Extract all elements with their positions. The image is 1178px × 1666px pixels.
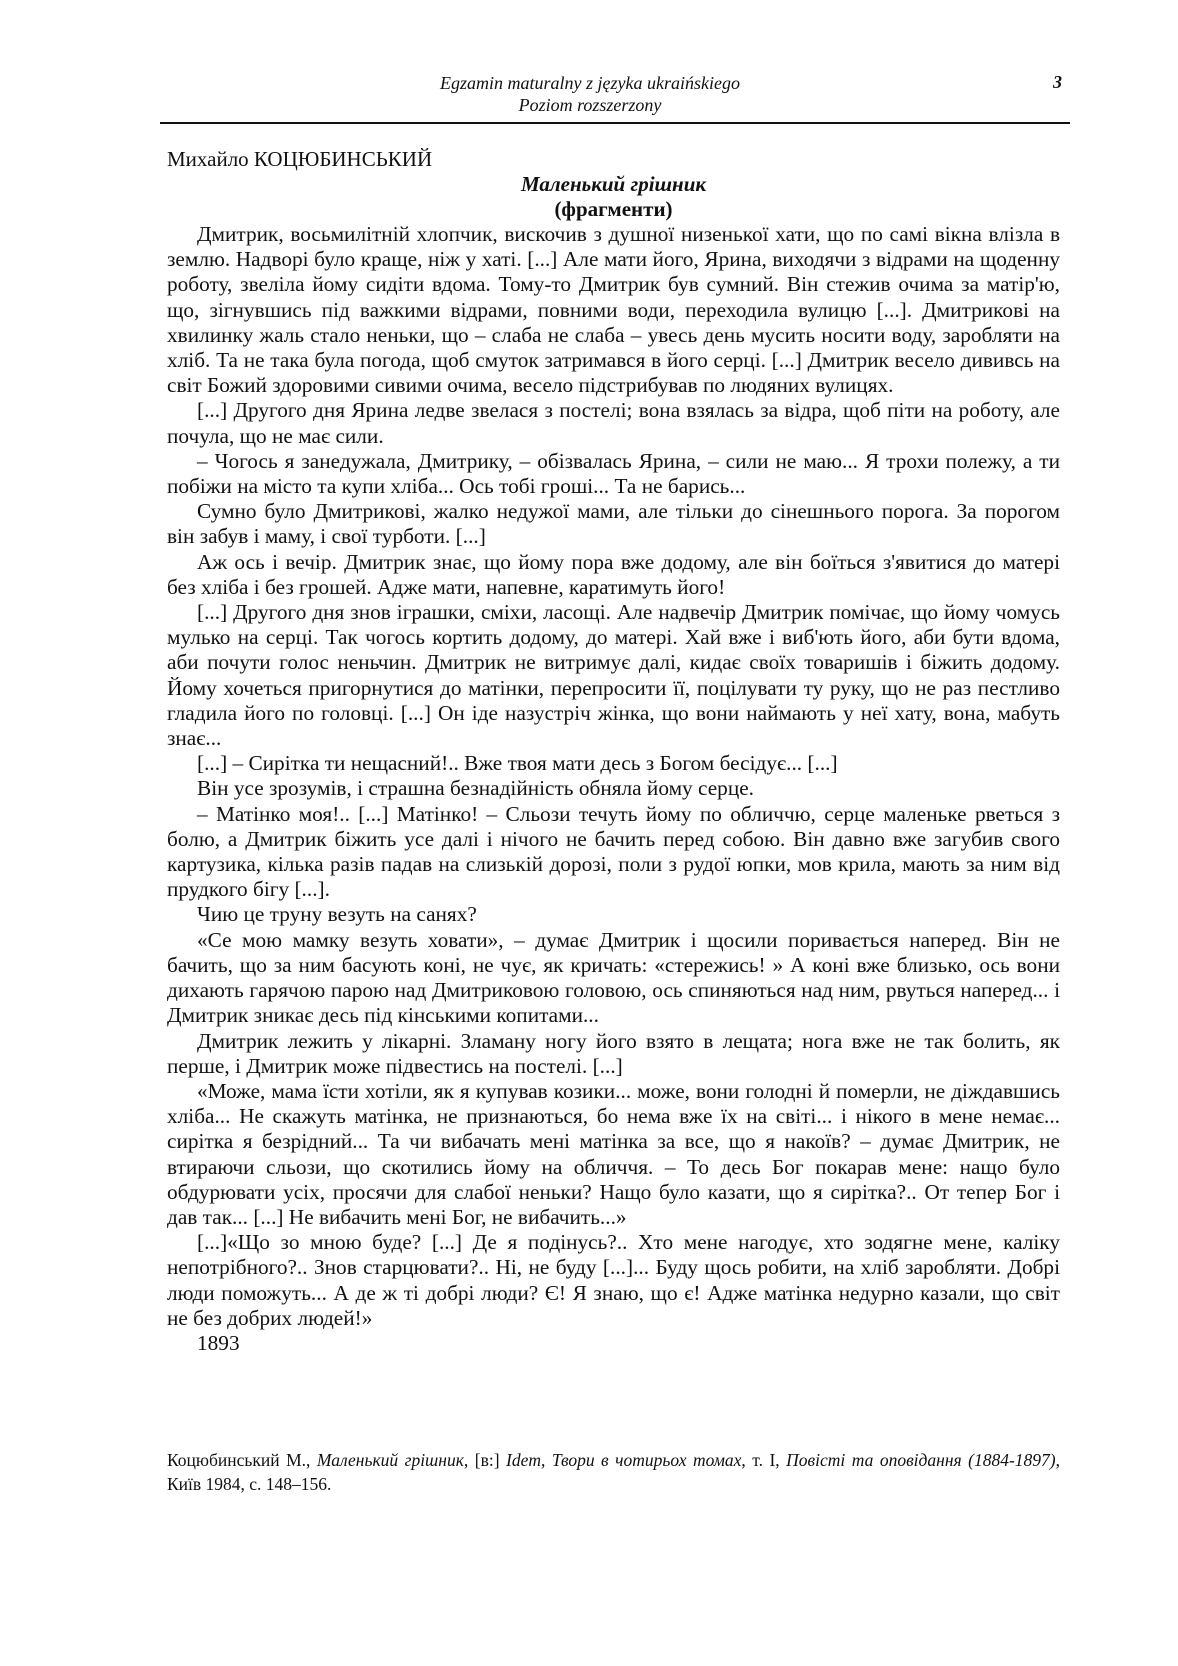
page-number: 3 [1053, 72, 1062, 92]
page-header [160, 70, 1070, 124]
header-level: Poziom rozszerzony [518, 95, 662, 115]
citation-author: Коцюбинський М., [167, 1450, 317, 1470]
citation-volume-title: Повісті та оповідання (1884-1897) [786, 1450, 1056, 1470]
paragraph: Дмитрик лежить у лікарні. Зламану ногу його взято в лещата; нога вже не так болить, як перше, і Дмитрик може підвестись на постелі. [...] [167, 1028, 1060, 1078]
paragraph: [...] Другого дня Ярина ледве звелася з постелі; вона взялась за відра, щоб піти на роботу, але почула, що не має сили. [167, 398, 1060, 448]
work-title: Маленький грішник [520, 172, 707, 196]
paragraph: [...] – Сирітка ти нещасний!.. Вже твоя мати десь з Богом бесідує... [...] [197, 751, 838, 776]
paragraph: Дмитрик, восьмилітній хлопчик, вискочив з душної низенької хати, що по самі вікна влізла в землю. Надворі було краще, ніж у хаті. [...] Але мати його, Ярина, виходячи з відрами на щоденну роботу, звеліла йому сидіти вдома. Тому-то Дмитрик був сумний. Він стежив очима за матір'ю, що, зігнувшись під важкими відрами, повними води, переходила вулицю [...]. Дмитрикові на хвилинку жаль стало неньки, що – слаба не слаба – увесь день мусить носити воду, заробляти на хліб. Та не така була погода, щоб смуток затримався в його серці. [...] Дмитрик весело дививсь на світ Божий здоровими сивими очима, весело підстрибував по людяних вулицях. [167, 222, 1060, 398]
source-citation [167, 1448, 1060, 1496]
paragraph: [...]«Що зо мною буде? [...] Де я подінусь?.. Хто мене нагодує, хто зодягне мене, каліку непотрібного?.. Знов старцювати?.. Ні, не буду [...]... Буду щось робити, на хліб заробляти. Добрі люди поможуть... А де ж ті добрі люди? Є! Я знаю, що є! Адже матінка недурно казали, що світ не без добрих людей!» [167, 1230, 1060, 1330]
paragraph: Сумно було Дмитрикові, жалко недужої мами, але тільки до сінешнього порога. За порогом він забув і маму, і свої турботи. [...] [167, 499, 1060, 549]
paragraph: Він усе зрозумів, і страшна безнадійність обняла йому серце. [197, 776, 755, 801]
citation-publication: , Київ 1984, с. 148–156. [167, 1450, 1060, 1494]
year: 1893 [197, 1330, 240, 1355]
citation-idem: Idem [506, 1450, 541, 1470]
citation-work-title: Маленький грішник [316, 1450, 464, 1470]
citation-text: , [в:] [463, 1450, 507, 1470]
citation-text: , [541, 1450, 552, 1470]
paragraph: – Матінко моя!.. [...] Матінко! – Сльози течуть йому по обличчю, серце маленьке рветься з болю, а Дмитрик біжить усе далі і нічого не бачить перед собою. Він давно вже загубив свого картузика, кілька разів падав на слизькій дорозі, поли з рудої юпки, мов крила, мають за ним від прудкого бігу [...]. [167, 801, 1060, 902]
text-body [167, 222, 1060, 1356]
paragraph: – Чогось я занедужала, Дмитрику, – обізвалась Ярина, – сили не маю... Я трохи полежу, а ти побіжи на місто та купи хліба... Ось тобі гроші... Та не барись... [167, 448, 1060, 499]
paragraph: «Може, мама їсти хотіли, як я купував козики... може, вони голодні й померли, не діждавшись хліба... Не скажуть матінка, не признаються, бо нема вже їх на світі... і нікого в мене немає... сирітка я безрідний... Та чи вибачать мені матінка за все, що я накоїв? – думає Дмитрик, не втираючи сльози, що скотились йому на обличчя. – То десь Бог покарав мене: нащо було обдурювати усіх, просячи для слабої неньки? Нащо було казати, що я сирітка?.. От тепер Бог і дав так... [...] Не вибачить мені Бог, не вибачить...» [167, 1078, 1060, 1229]
paragraph: Аж ось і вечір. Дмитрик знає, що йому пора вже додому, але він боїться з'явитися до матері без хліба і без грошей. Адже мати, напевне, каратимуть його! [167, 549, 1060, 599]
author-name: Михайло КОЦЮБИНСЬКИЙ [167, 147, 433, 171]
header-exam-title: Egzamin maturalny z języka ukraińskiego [440, 73, 740, 93]
citation-collection: Твори в чотирьох томах [551, 1450, 742, 1470]
citation-text: , т. I, [741, 1450, 787, 1470]
paragraph: «Се мою мамку везуть ховати», – думає Дмитрик і щосили поривається наперед. Він не бачить, що за ним басують коні, не чує, як кричать: «стережись! » А коні вже близько, ось вони дихають гарячою парою над Дмитриковою головою, ось спиняються над ним, рвуться наперед... і Дмитрик зникає десь під кінськими копитами... [167, 927, 1060, 1028]
paragraph: Чию це труну везуть на санях? [197, 902, 477, 927]
paragraph: [...] Другого дня знов іграшки, сміхи, ласощі. Але надвечір Дмитрик помічає, що йому чомусь мулько на серці. Так чогось кортить додому, до матері. Хай вже і виб'ють його, аби бути вдома, аби почути голос неньчин. Дмитрик не витримує далі, кидає своїх товаришів і біжить додому. Йому хочеться пригорнутися до матінки, перепросити її, поцілувати ту руку, що не раз пестливо гладила його по головці. [...] Он іде назустріч жінка, що вони наймають у неї хату, вона, мабуть знає... [167, 600, 1060, 751]
work-subtitle: (фрагменти) [554, 197, 673, 221]
